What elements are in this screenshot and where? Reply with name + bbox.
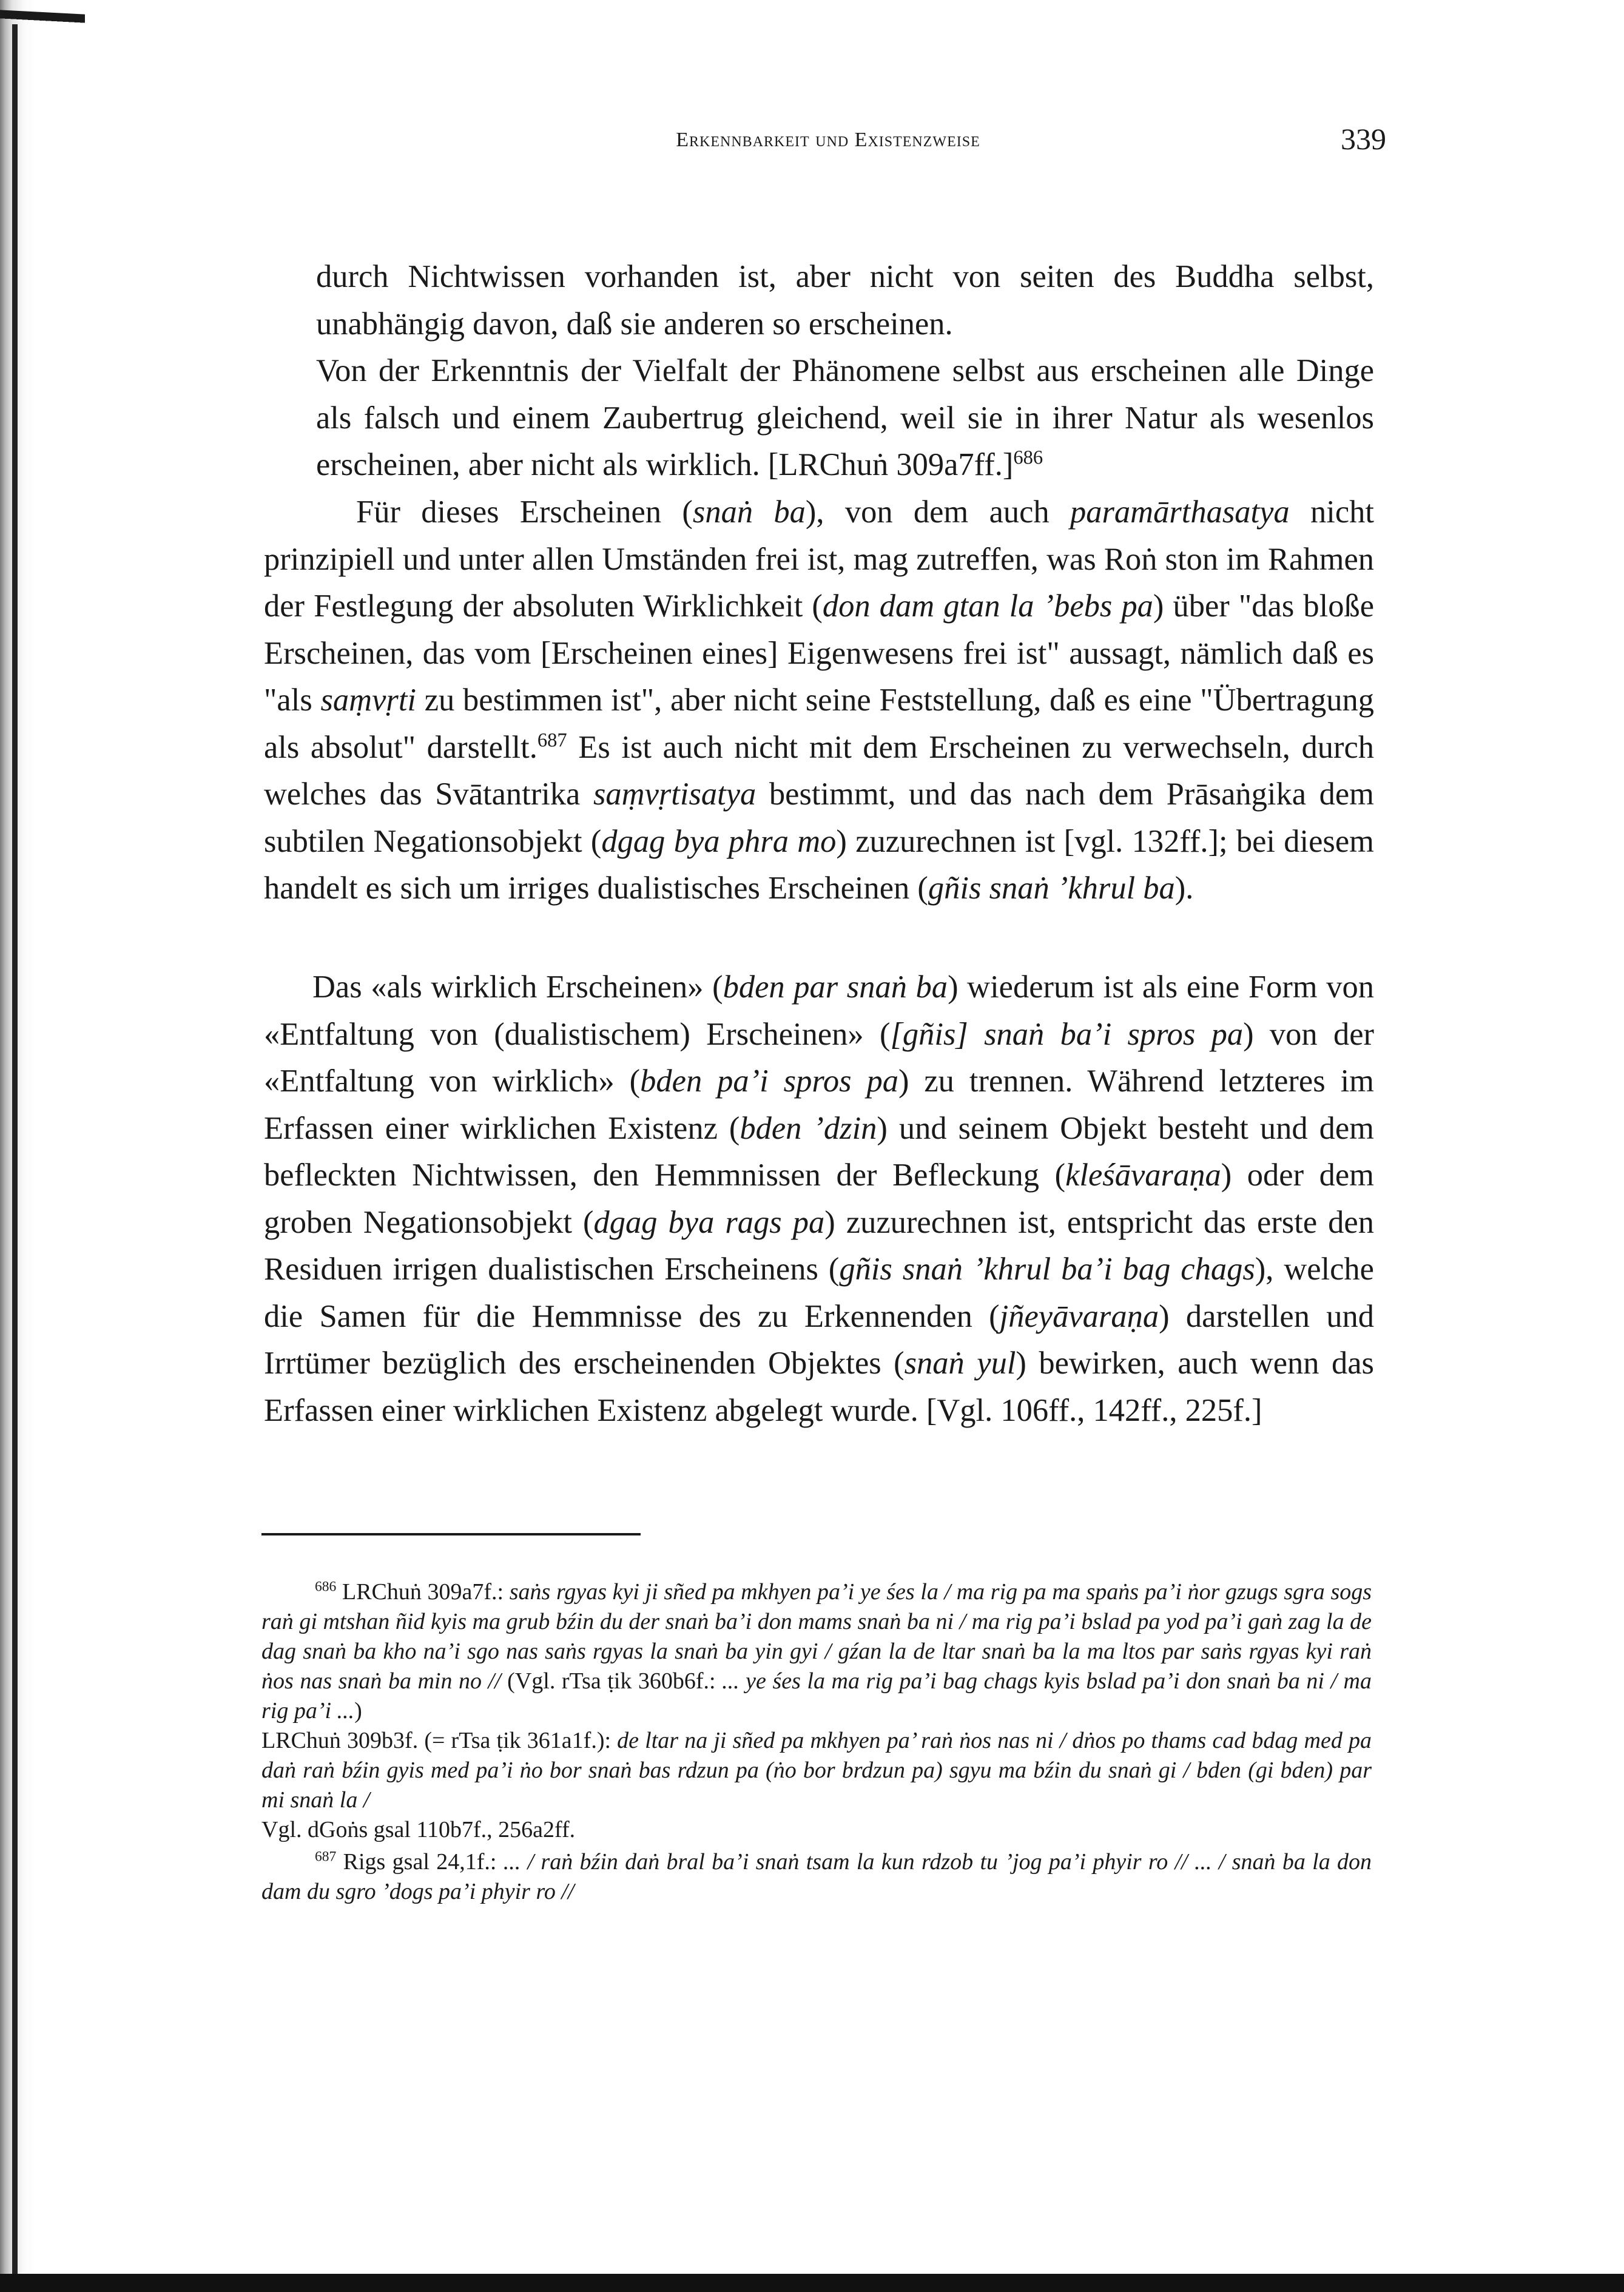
scan-edge-shadow bbox=[0, 0, 36, 2292]
footnote-ref-686[interactable]: 686 bbox=[1013, 447, 1043, 469]
footnote-686-continuation-1: LRChuṅ 309b3f. (= rTsa ṭik 361a1f.): de ltar na ji sñed pa mkhyen pa’ raṅ ṅos nas ni / dṅos po thams cad bdag med pa daṅ raṅ bźin gyis med pa’i ṅo bor snaṅ bas rdzun pa (ṅo bor brdzun pa) sgyu ma bźin du snaṅ gi / bden (gi bden) par mi snaṅ la / bbox=[261, 1728, 1372, 1813]
binding-edge-hook bbox=[0, 10, 85, 38]
footnotes bbox=[261, 1577, 1372, 1907]
footnote-686-continuation-2: Vgl. dGoṅs gsal 110b7f., 256a2ff. bbox=[261, 1817, 576, 1842]
footnote-686: $^{686}$ LRChuṅ 309a7f.: saṅs rgyas kyi ji sñed pa mkhyen pa’i ye śes la / ma rig pa ma spaṅs pa’i ṅor gzugs sgra sogs raṅ gi mtshan ñid kyis ma grub bźin du der snaṅ ba’i don mams snaṅ ba ni / ma rig pa’i bslad pa yod pa’i gaṅ zag la de dag snaṅ ba kho na’i sgo nas saṅs rgyas la snaṅ ba yin gyi / gźan la de ltar snaṅ ba la ma ltos par saṅs rgyas kyi raṅ ṅos nas snaṅ ba min no // (Vgl. rTsa ṭik 360b6f.: ... ye śes la ma rig pa’i bag chags kyis bslad pa’i don snaṅ ba ni / ma rig pa’i ...) bbox=[261, 1579, 1372, 1724]
page-number: 339 bbox=[1341, 122, 1386, 156]
binding-edge-line bbox=[12, 24, 18, 2275]
quote-line-2: Von der Erkenntnis der Vielfalt der Phänomene selbst aus erscheinen alle Dinge als falsch und einem Zaubertrug gleichend, weil sie in ihrer Natur als wesenlos erscheinen, aber nicht als wirklich. [LRChuṅ 309a7ff.]$^{686}$ bbox=[316, 353, 1374, 482]
footnote-number-687: 687 bbox=[315, 1849, 337, 1865]
running-head: Erkennbarkeit und Existenzweise bbox=[676, 129, 980, 151]
footnote-separator bbox=[261, 1533, 641, 1535]
scan-bottom-border bbox=[0, 2274, 1624, 2292]
quote-line-1: durch Nichtwissen vorhanden ist, aber nicht von seiten des Buddha selbst, unabhängig davon, daß sie anderen so erscheinen. bbox=[316, 259, 1374, 342]
quote-block bbox=[316, 254, 1374, 489]
footnote-number-686: 686 bbox=[315, 1579, 337, 1595]
footnote-ref-687[interactable]: 687 bbox=[537, 729, 567, 751]
footnote-687: $^{687}$ Rigs gsal 24,1f.: ... / raṅ bźin daṅ bral ba’i snaṅ tsam la kun rdzob tu ’jog pa’i phyir ro // ... / snaṅ ba la don dam du sgro ’dogs pa’i phyir ro // bbox=[261, 1849, 1372, 1904]
paragraph-2: Das «als wirklich Erscheinen» (bden par snaṅ ba) wiederum ist als eine Form von «Entfaltung von (dualistischem) Erscheinen» ([gñis] snaṅ ba’i spros pa) von der «Entfaltung von wirklich» (bden pa’i spros pa) zu trennen. Während letzteres im Erfassen einer wirklichen Existenz (bden ’dzin) und seinem Objekt besteht und dem befleckten Nichtwissen, den Hemmnissen der Befleckung (kleśāvaraṇa) oder dem groben Negationsobjekt (dgag bya rags pa) zuzurechnen ist, entspricht das erste den Residuen irrigen dualistischen Erscheinens (gñis snaṅ ’khrul ba’i bag chags), welche die Samen für die Hemmnisse des zu Erkennenden (jñeyāvaraṇa) darstellen und Irrtümer bezüglich des erscheinenden Objektes (snaṅ yul) bewirken, auch wenn das Erfassen einer wirklichen Existenz abgelegt wurde. [Vgl. 106ff., 142ff., 225f.] bbox=[264, 969, 1375, 1428]
paragraph-1: Für dieses Erscheinen (snaṅ ba), von dem auch paramārthasatya nicht prinzipiell und unter allen Umständen frei ist, mag zutreffen, was Roṅ ston im Rahmen der Festlegung der absoluten Wirklichkeit (don dam gtan la ’bebs pa) über "das bloße Erscheinen, das vom [Erscheinen eines] Eigenwesens frei ist" aussagt, nämlich daß es "als saṃvṛti zu bestimmen ist", aber nicht seine Feststellung, daß es eine "Übertragung als absolut" darstellt.$^{687}$ Es ist auch nicht mit dem Erscheinen zu verwechseln, durch welches das Svātantrika saṃvṛtisatya bestimmt, und das nach dem Prāsaṅgika dem subtilen Negationsobjekt (dgag bya phra mo) zuzurechnen ist [vgl. 132ff.]; bei diesem handelt es sich um irriges dualistisches Erscheinen (gñis snaṅ ’khrul ba). bbox=[264, 494, 1375, 906]
